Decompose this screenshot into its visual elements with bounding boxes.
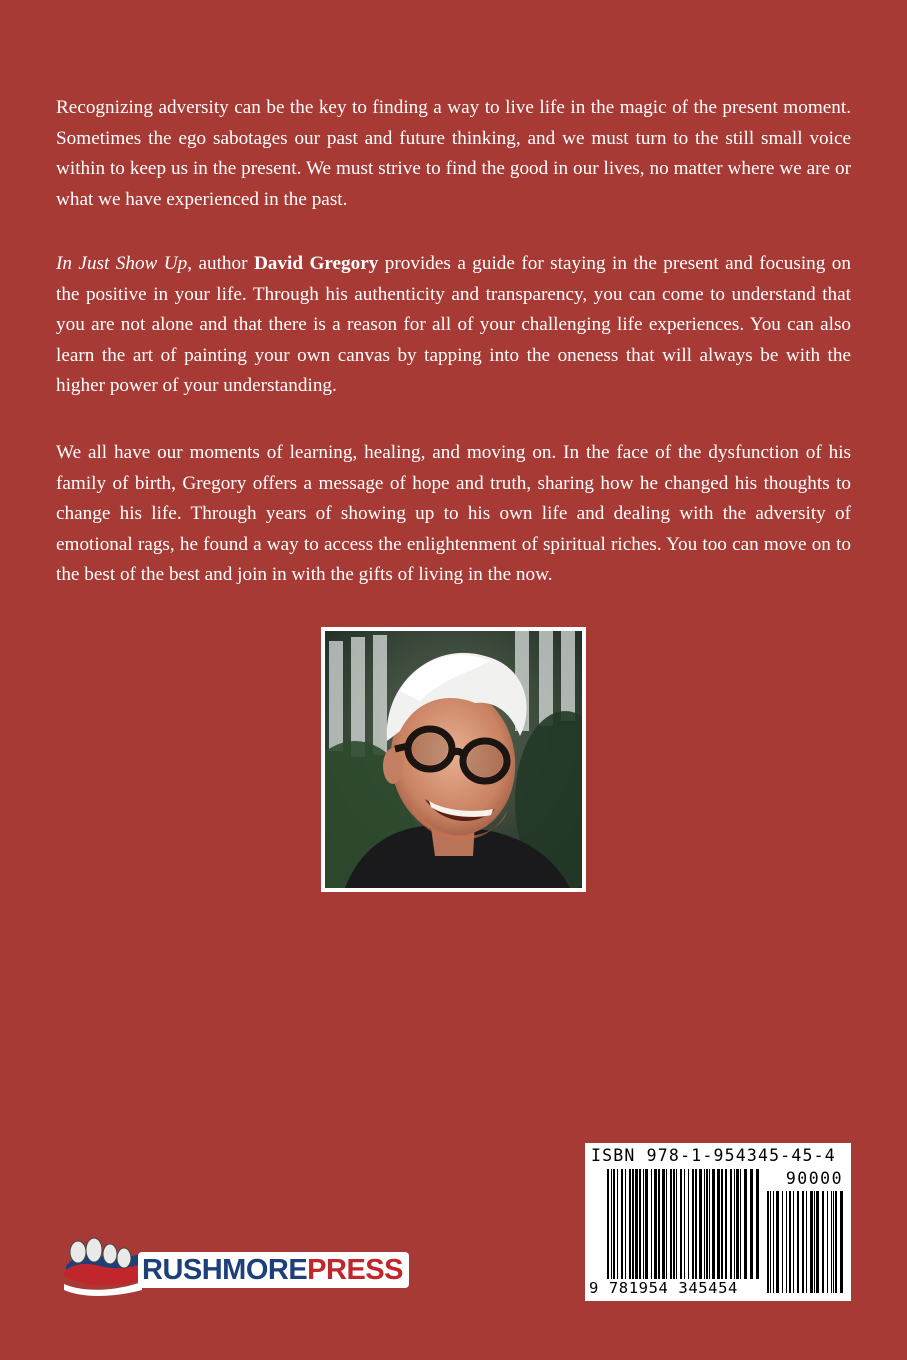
barcode-bar <box>782 1191 783 1293</box>
barcode-bar <box>831 1191 832 1293</box>
barcode-bar <box>835 1191 837 1293</box>
blurb-text: provides a guide for staying in the present and focusing on the positive in your life. Through his authenticity and transparency, you can come to understand that you are not alone and that there is a reason for all of your challenging life experiences. You can also learn the art of painting your own canvas by tapping into the oneness that will always be with the higher power of your understanding. <box>56 253 851 396</box>
barcode-bar <box>611 1169 612 1279</box>
barcode-bar <box>635 1169 638 1279</box>
barcode-bar <box>833 1191 834 1293</box>
barcode-bar <box>654 1169 657 1279</box>
barcode-bar <box>699 1169 702 1279</box>
barcode-bar <box>625 1169 626 1279</box>
barcode-bar <box>744 1169 747 1279</box>
barcode-bar <box>767 1191 769 1293</box>
barcode-bar <box>822 1191 824 1293</box>
barcode-bar <box>717 1169 720 1279</box>
barcode-bar <box>773 1191 774 1293</box>
barcode-bar <box>645 1169 648 1279</box>
publisher-name <box>138 1252 409 1288</box>
barcode-bar <box>770 1191 771 1293</box>
barcode-bar <box>643 1169 644 1279</box>
barcode-digits: 9 781954 345454 <box>589 1279 738 1297</box>
barcode-bar <box>709 1169 710 1279</box>
barcode-bar <box>806 1191 807 1293</box>
barcode-bar <box>676 1169 677 1279</box>
price-addon: 90000 <box>785 1169 843 1188</box>
publisher-logo <box>62 1232 403 1302</box>
barcode-bar <box>607 1169 609 1279</box>
barcode-bar <box>827 1191 828 1293</box>
barcode-bar <box>814 1191 815 1293</box>
barcode-bar <box>736 1169 739 1279</box>
barcode-bar <box>734 1169 735 1279</box>
barcode-bar <box>750 1169 753 1279</box>
barcode-bar <box>730 1169 732 1279</box>
barcode-bar <box>706 1169 708 1279</box>
barcode-bar <box>692 1169 694 1279</box>
barcode-bar <box>629 1169 631 1279</box>
barcode-bar <box>666 1169 667 1279</box>
blurb-text: , author <box>187 253 254 274</box>
barcode-bar <box>695 1169 697 1279</box>
barcode-bar <box>840 1191 843 1293</box>
barcode-bar <box>797 1191 799 1293</box>
author-name: David Gregory <box>253 253 379 274</box>
barcode-bar <box>639 1169 641 1279</box>
barcode-bar <box>670 1169 672 1279</box>
barcode-bar <box>684 1169 685 1279</box>
barcode-bar <box>740 1169 741 1279</box>
mount-rushmore-icon <box>62 1232 142 1302</box>
barcode-bar <box>651 1169 652 1279</box>
author-portrait-image <box>325 631 582 888</box>
blurb-paragraph-2 <box>56 249 851 402</box>
barcode-bar <box>673 1169 675 1279</box>
barcode-bar <box>810 1191 813 1293</box>
barcode-bar <box>662 1169 665 1279</box>
barcode-bar <box>613 1169 615 1279</box>
barcode-bar <box>617 1169 618 1279</box>
barcode-bar <box>802 1191 804 1293</box>
isbn-barcode <box>585 1143 851 1301</box>
barcode-bar <box>704 1169 705 1279</box>
author-photo <box>321 627 586 892</box>
barcode-bar <box>680 1169 682 1279</box>
barcode-bar <box>789 1191 791 1293</box>
barcode-bar <box>632 1169 634 1279</box>
barcode-bar <box>621 1169 623 1279</box>
barcode-bar <box>776 1191 779 1293</box>
barcode-bar <box>793 1191 794 1293</box>
barcode-bar <box>725 1169 727 1279</box>
barcode-bar <box>688 1169 689 1279</box>
book-title: In Just Show Up <box>56 253 188 274</box>
barcode-bar <box>658 1169 660 1279</box>
isbn-label: ISBN 978-1-954345-45-4 <box>591 1146 836 1165</box>
blurb-paragraph-1: Recognizing adversity can be the key to finding a way to live life in the magic of the present moment. Sometimes the ego sabotages our past and future thinking, and we must turn to the still small voice within to keep us in the present. We must strive to find the good in our lives, no matter where we are or what we have experienced in the past. <box>56 97 851 210</box>
barcode-bar <box>786 1191 787 1293</box>
publisher-name-part2: PRESS <box>307 1254 403 1286</box>
blurb-paragraph-3: We all have our moments of learning, healing, and moving on. In the face of the dysfunction of his family of birth, Gregory offers a message of hope and truth, sharing how he changed his thoughts to change his life. Through years of showing up to his own life and dealing with the adversity of emotional rags, he found a way to access the enlightenment of spiritual riches. You too can move on to the best of the best and join in with the gifts of living in the now. <box>56 442 851 585</box>
publisher-name-part1: RUSHMORE <box>142 1254 308 1286</box>
barcode-bar <box>816 1191 819 1293</box>
barcode-bar <box>756 1169 759 1279</box>
barcode-bar <box>712 1169 715 1279</box>
barcode-bar <box>721 1169 723 1279</box>
barcode-bars <box>585 1143 851 1301</box>
